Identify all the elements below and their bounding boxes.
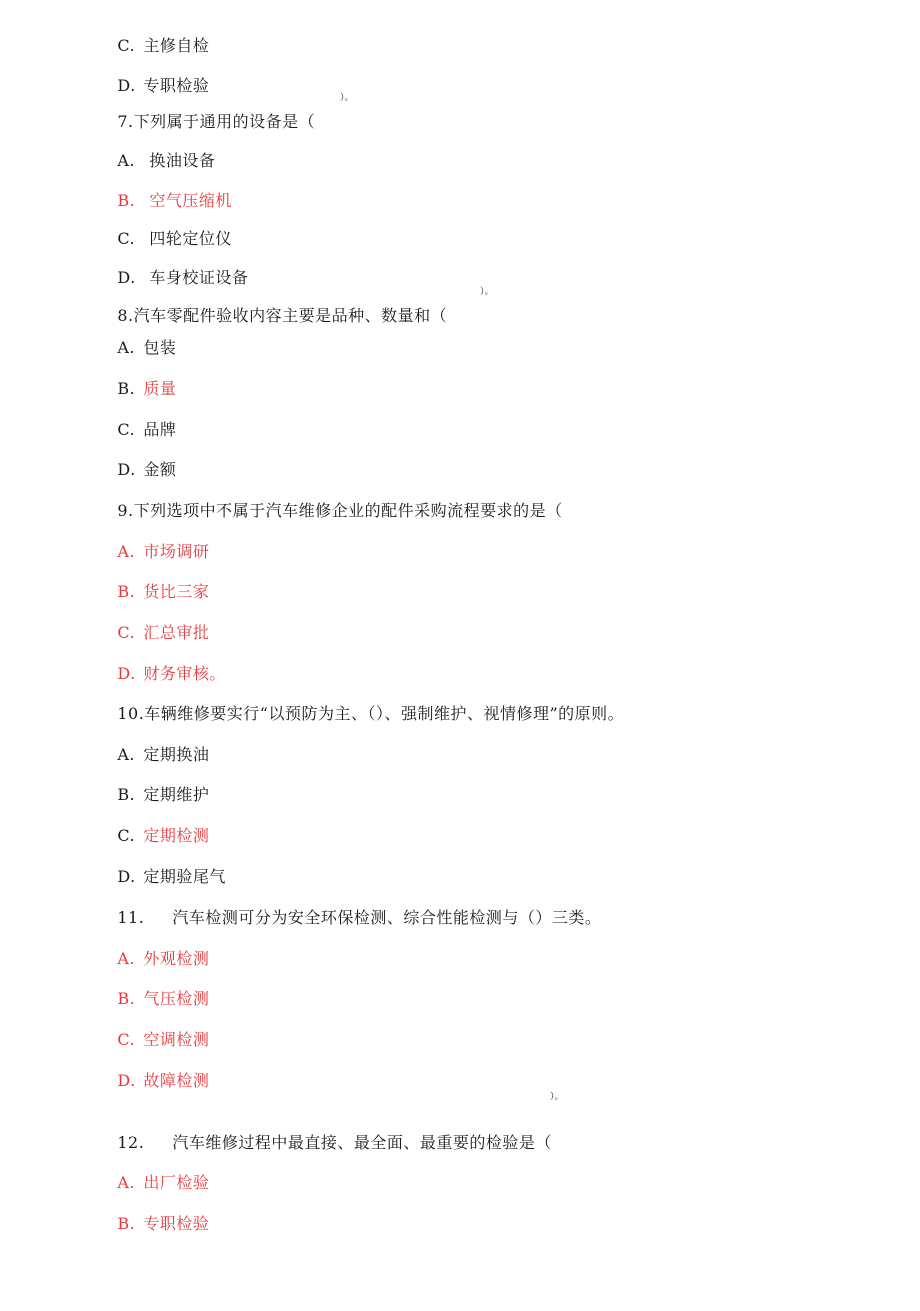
option-text: 外观检测 (143, 949, 210, 968)
option-letter: D. (117, 1071, 136, 1090)
question-number: 9. (117, 501, 134, 520)
option-text: 金额 (143, 460, 177, 479)
option-text: 货比三家 (143, 582, 210, 601)
option-letter: D. (117, 460, 136, 479)
option-text: 市场调研 (143, 542, 210, 561)
question-text: 车辆维修要实行“以预防为主、（）、强制维护、视情修理”的原则。 (144, 704, 625, 723)
option-line (95, 1194, 209, 1254)
option-text: 气压检测 (143, 989, 210, 1008)
option-letter: C. (117, 229, 136, 248)
question-number: 10. (117, 704, 145, 723)
option-text: 定期维护 (143, 785, 210, 804)
option-text: 包装 (143, 338, 177, 357)
option-letter: B. (117, 379, 136, 398)
option-letter: A. (117, 151, 135, 170)
option-letter: D. (117, 867, 136, 886)
option-letter: B. (117, 785, 136, 804)
option-text: 空气压缩机 (149, 191, 232, 210)
closing-paren-mark: ）。 (340, 93, 354, 103)
option-letter: A. (117, 1173, 135, 1192)
closing-paren-mark: ）。 (480, 287, 494, 297)
option-letter: B. (117, 989, 136, 1008)
option-letter: B. (117, 582, 136, 601)
question-text: 下列属于通用的设备是（ (133, 112, 316, 131)
question-number: 12. (117, 1133, 145, 1152)
option-text: 车身校证设备 (149, 268, 249, 287)
option-letter: B. (117, 1214, 136, 1233)
option-letter: C. (117, 420, 136, 439)
option-letter: A. (117, 949, 135, 968)
option-letter: A. (117, 338, 135, 357)
option-text: 空调检测 (143, 1030, 210, 1049)
option-text: 换油设备 (149, 151, 216, 170)
option-text: 定期检测 (143, 826, 210, 845)
option-letter: A. (117, 745, 135, 764)
question-number: 7. (117, 112, 134, 131)
option-text: 定期换油 (143, 745, 210, 764)
option-letter: A. (117, 542, 135, 561)
question-number: 8. (117, 306, 134, 325)
option-text: 专职检验 (143, 1214, 210, 1233)
option-text: 品牌 (143, 420, 177, 439)
option-letter: C. (117, 826, 136, 845)
option-letter: C. (117, 36, 136, 55)
option-letter: C. (117, 623, 136, 642)
option-text: 出厂检验 (143, 1173, 210, 1192)
option-letter: C. (117, 1030, 136, 1049)
question-text: 汽车检测可分为安全环保检测、综合性能检测与（）三类。 (172, 908, 602, 927)
question-text: 汽车维修过程中最直接、最全面、最重要的检验是（ (172, 1133, 552, 1152)
option-text: 定期验尾气 (143, 867, 226, 886)
option-letter: D. (117, 268, 136, 287)
option-text: 汇总审批 (143, 623, 210, 642)
question-number: 11. (117, 908, 145, 927)
option-text: 主修自检 (143, 36, 210, 55)
option-text: 质量 (143, 379, 177, 398)
question-text: 汽车零配件验收内容主要是品种、数量和（ (133, 306, 448, 325)
option-text: 故障检测 (143, 1071, 210, 1090)
option-text: 专职检验 (143, 76, 210, 95)
question-text: 下列选项中不属于汽车维修企业的配件采购流程要求的是（ (133, 501, 563, 520)
option-line (95, 1051, 209, 1111)
closing-paren-mark: ）。 (550, 1092, 564, 1102)
option-letter: B. (117, 191, 136, 210)
option-letter: D. (117, 664, 136, 683)
option-text: 四轮定位仪 (149, 229, 232, 248)
option-text: 财务审核。 (143, 664, 226, 683)
option-letter: D. (117, 76, 136, 95)
